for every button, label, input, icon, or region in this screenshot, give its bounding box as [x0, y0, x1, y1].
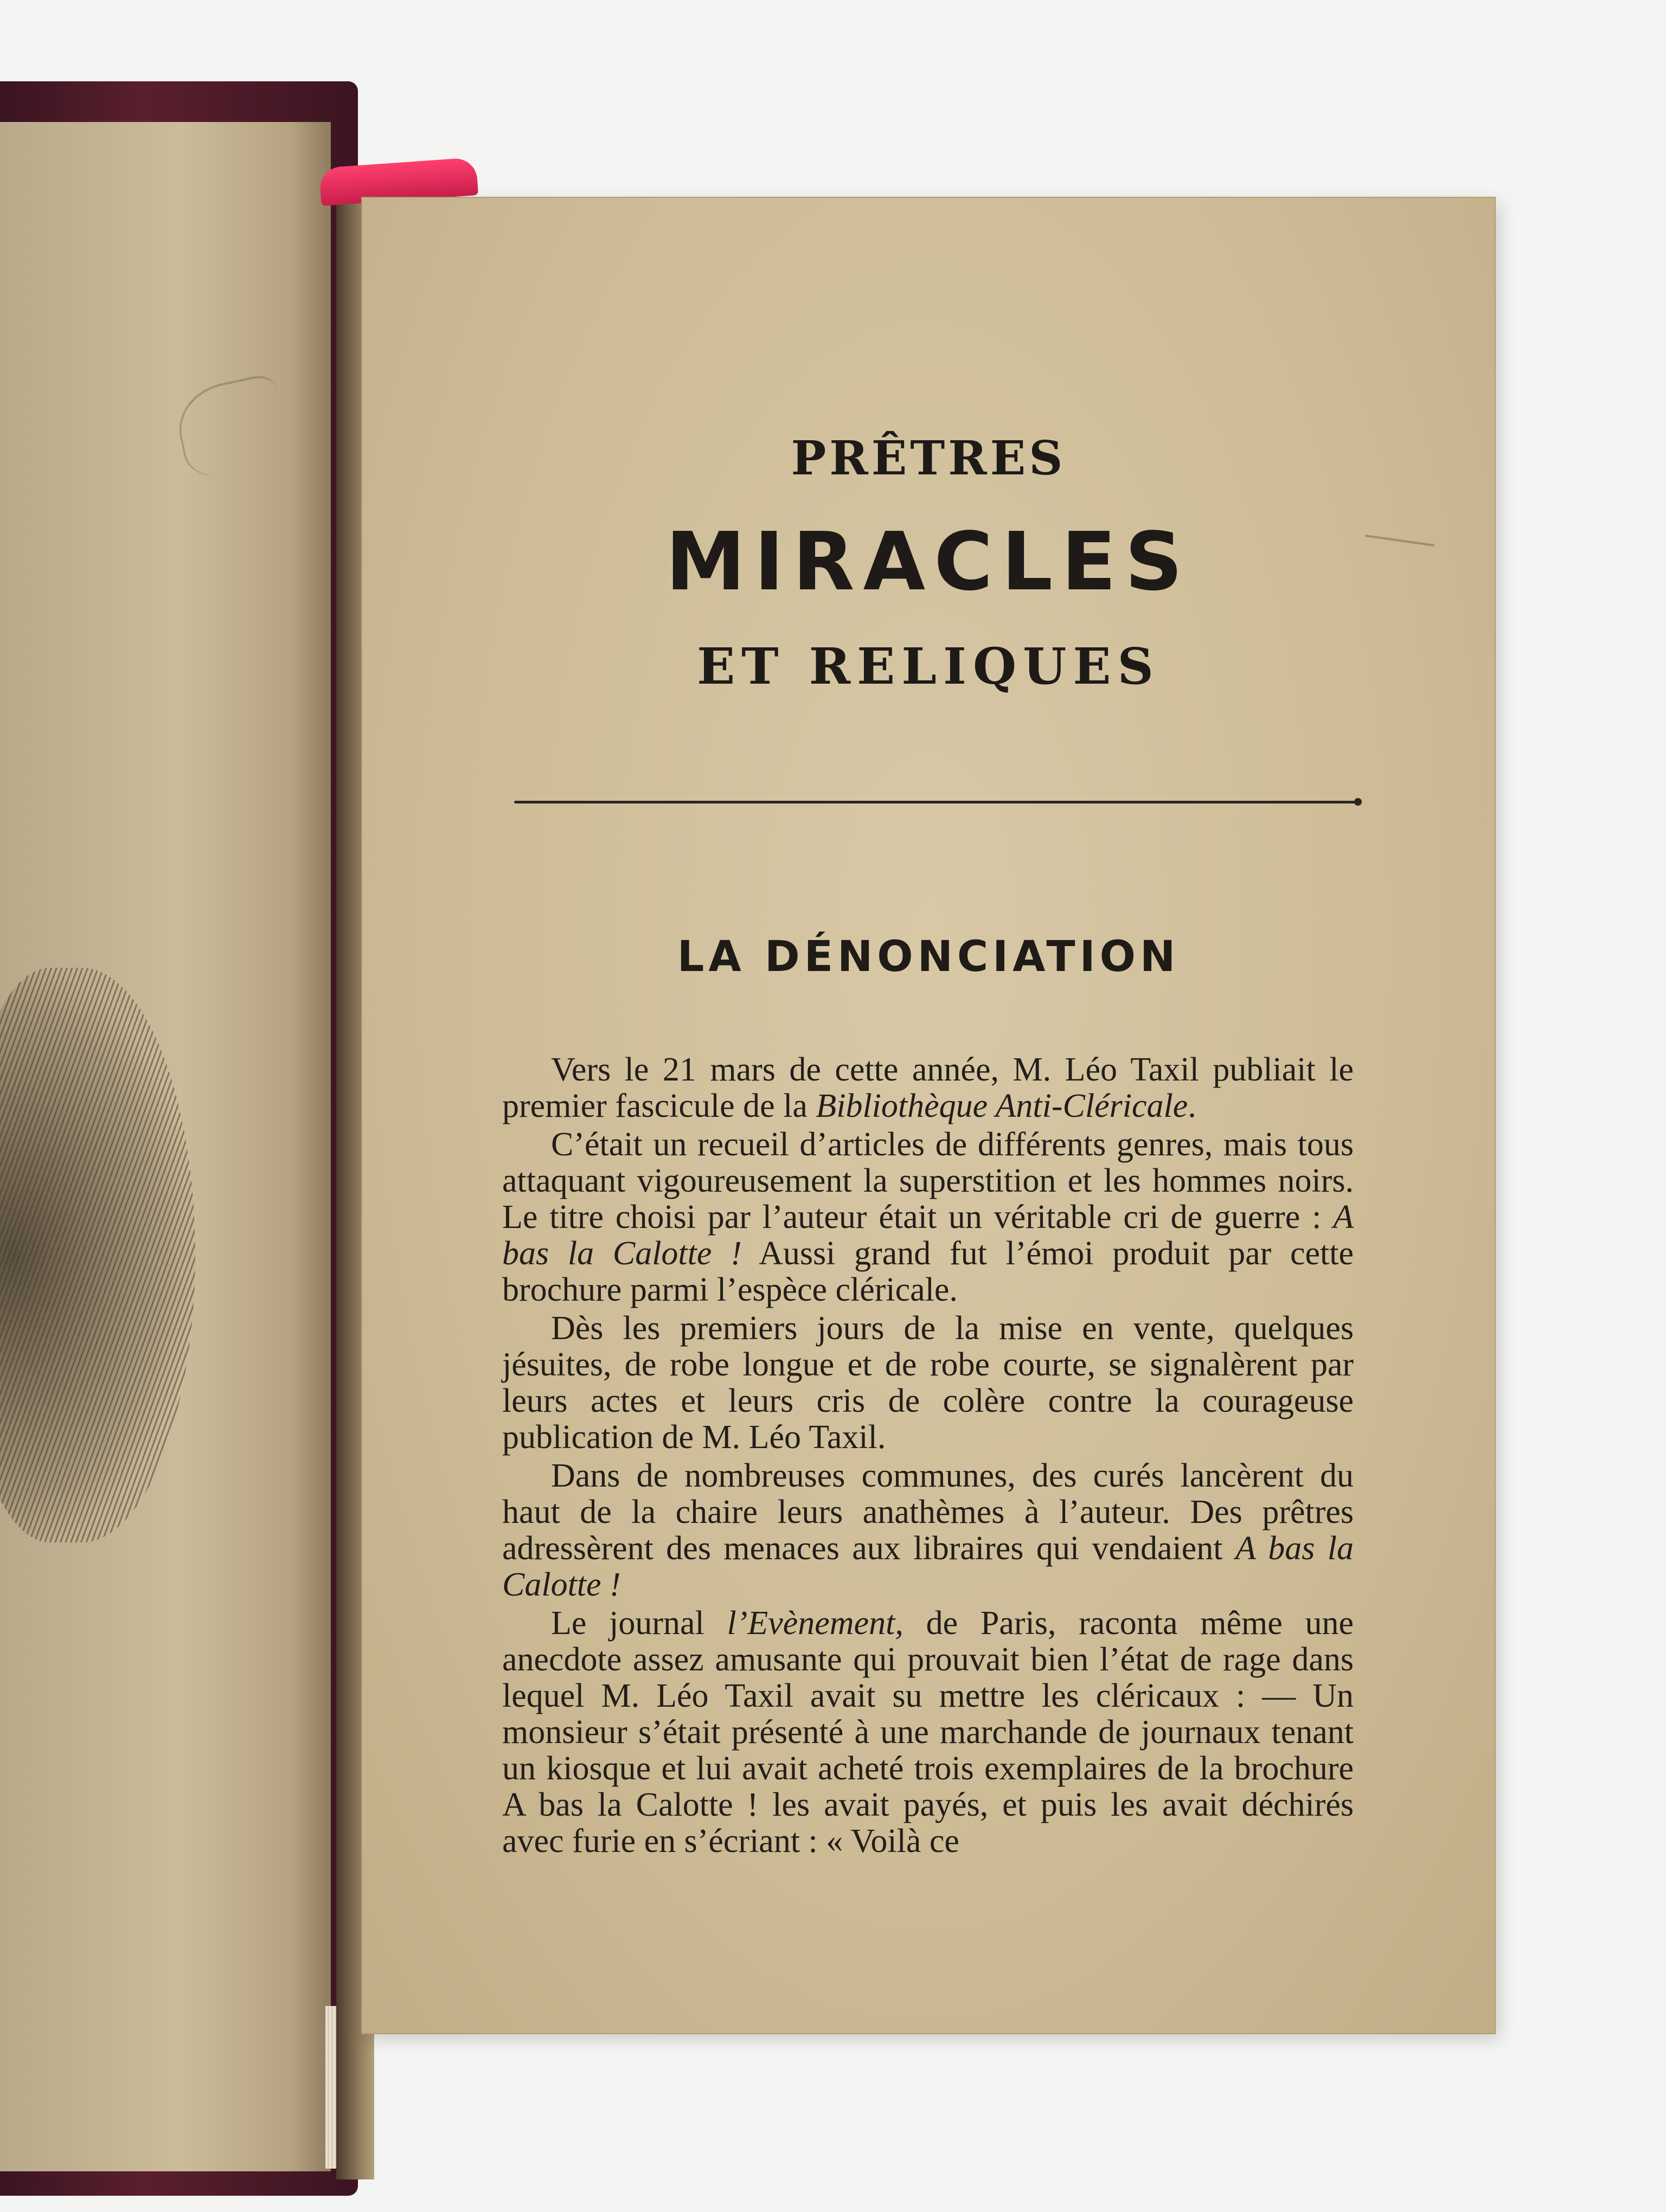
- paragraph-text: Le journal: [551, 1605, 727, 1642]
- paragraph-italic: A bas la Calotte !: [502, 1530, 1354, 1603]
- paragraph-italic: l’Evènement,: [727, 1605, 904, 1642]
- title-divider: [514, 801, 1357, 803]
- paragraph-text: Dès les premiers jours de la mise en vente, quelques jésuites, de robe longue et de robe courte, se signalèrent par leurs actes et leurs cris de colère contre la courageuse publication de M. Léo Taxil.: [502, 1310, 1354, 1456]
- title-line-2: MIRACLES: [665, 515, 1191, 608]
- paragraph: [502, 1052, 1354, 1124]
- title-line-3: ET RELIQUES: [697, 637, 1160, 696]
- left-page: [0, 122, 331, 2171]
- paragraph-text: Dans de nombreuses communes, des curés lancèrent du haut de la chaire leurs anathèmes à l’auteur. Des prêtres adressèrent des menaces aux libraires qui vendaient: [502, 1457, 1354, 1567]
- paragraph-text: C’était un recueil d’articles de différents genres, mais tous attaquant vigoureusement la superstition et les hommes noirs. Le titre choisi par l’auteur était un véritable cri de guerre :: [502, 1126, 1354, 1236]
- engraving-illustration: [0, 968, 195, 1542]
- paragraph-italic: A bas la Calotte !: [502, 1199, 1354, 1272]
- paragraph-text: .: [1188, 1088, 1196, 1124]
- title-line-1: PRÊTRES: [791, 431, 1066, 486]
- paragraph: [502, 1458, 1354, 1603]
- paragraph: [502, 1310, 1354, 1456]
- pencil-mark: [171, 372, 292, 481]
- paragraph: [502, 1127, 1354, 1308]
- body-text: [502, 1052, 1354, 1862]
- right-page: [362, 198, 1495, 2033]
- paragraph: [502, 1605, 1354, 1860]
- paragraph-text: Aussi grand fut l’émoi produit par cette brochure parmi l’espèce cléricale.: [502, 1235, 1354, 1308]
- paragraph-text: de Paris, raconta même une anecdote assez amusante qui prouvait bien l’état de rage dans lequel M. Léo Taxil avait su mettre les cléricaux : — Un monsieur s’était présenté à une marchande de journaux tenant un kiosque et lui avait acheté trois exemplaires de la brochure A bas la Calotte ! les avait payés, et puis les avait déchirés avec furie en s’écriant : « Voilà ce: [502, 1605, 1354, 1860]
- section-heading: LA DÉNONCIATION: [677, 933, 1180, 981]
- paragraph-text: Vers le 21 mars de cette année, M. Léo Taxil publiait le premier fascicule de la: [502, 1051, 1354, 1124]
- paragraph-italic: Bibliothèque Anti-Cléricale: [816, 1088, 1188, 1124]
